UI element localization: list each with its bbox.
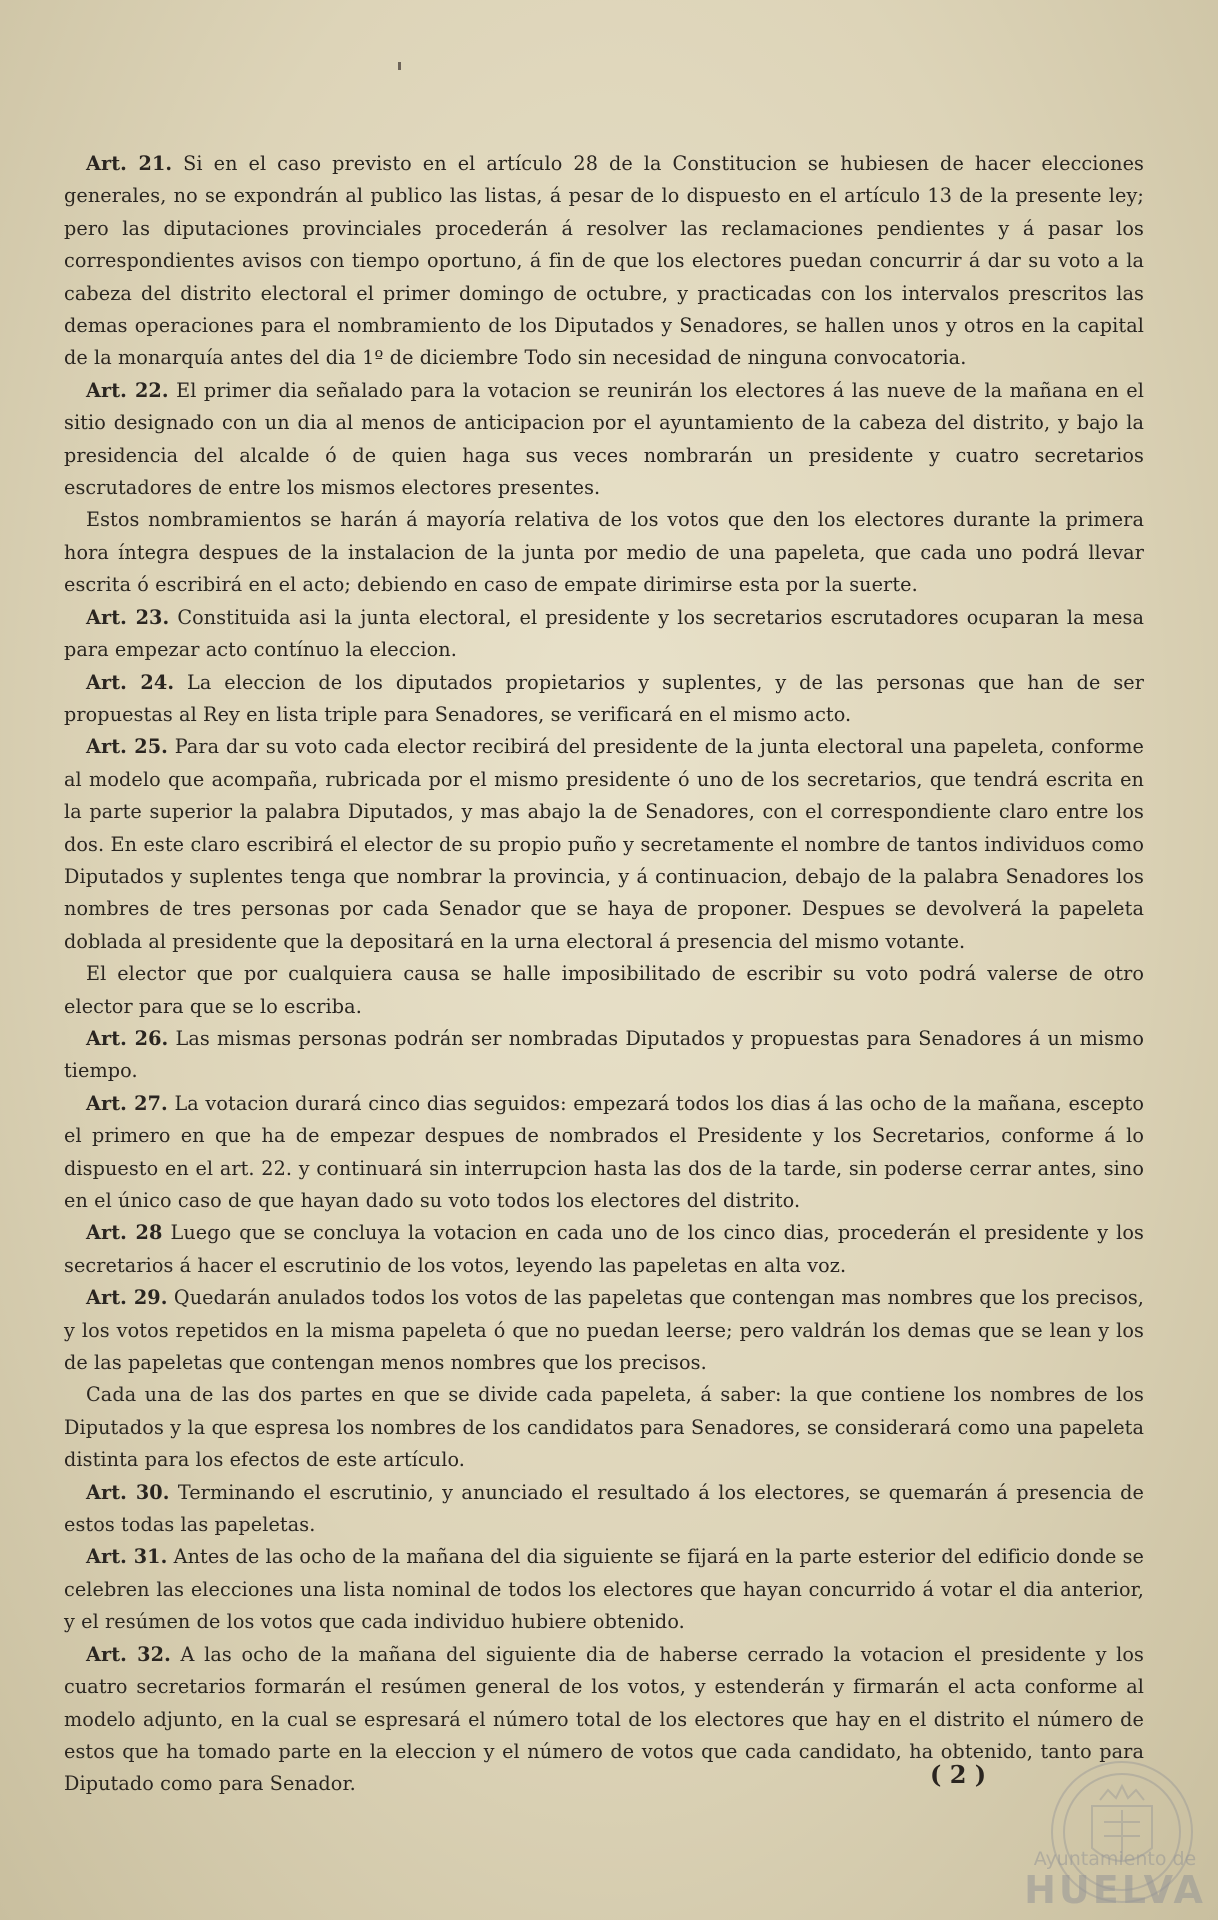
watermark-line-top: Ayuntamiento de	[1033, 1848, 1197, 1870]
article-label: Art. 31.	[86, 1545, 168, 1569]
paragraph-text: Si en el caso previsto en el artículo 28 de la Constitucion se hubiesen de hacer elecciones generales, no se expondrán al publico las listas, á pesar de lo dispuesto en el artículo 13 de la presente ley; pero las diputaciones provinciales procederán á resolver las reclamaciones pendientes y á pasar los correspondientes avisos con tiempo oportuno, á fin de que los electores puedan concurrir á dar su voto a la cabeza del distrito electoral el primer domingo de octubre, y practicadas con los intervalos prescritos las demas operaciones para el nombramiento de los Diputados y Senadores, se hallen unos y otros en la capital de la monarquía antes del dia 1º de diciembre Todo sin necesidad de ninguna convocatoria.	[64, 152, 1145, 370]
paragraph-text: La votacion durará cinco dias seguidos: empezará todos los dias á las ocho de la mañana, escepto el primero en que ha de empezar despues de nombrados el Presidente y los Secretarios, conforme á lo dispuesto en el art. 22. y continuará sin interrupcion hasta las dos de la tarde, sin poderse cerrar antes, sino en el único caso de que hayan dado su voto todos los electores del distrito.	[64, 1091, 1145, 1212]
watermark-line-bottom: HUELVA	[1024, 1868, 1206, 1912]
paragraph-text: A las ocho de la mañana del siguiente dia de haberse cerrado la votacion el presidente y los cuatro secretarios formarán el resúmen general de los votos, y estenderán y firmarán el acta conforme al modelo adjunto, en la cual se espresará el número total de los electores que hay en el distrito el número de estos que ha tomado parte en la eleccion y el número de votos que cada candidato, ha obtenido, tanto para Diputado como para Senador.	[64, 1642, 1144, 1796]
article-label: Art. 24.	[86, 670, 175, 694]
article-label: Art. 30.	[86, 1480, 170, 1504]
paragraph	[64, 375, 1144, 505]
paragraph-text: El elector que por cualquiera causa se halle imposibilitado de escribir su voto podrá valerse de otro elector para que se lo escriba.	[64, 962, 1144, 1018]
article-label: Art. 26.	[86, 1026, 169, 1050]
paragraph	[64, 1088, 1144, 1218]
article-label: Art. 27.	[86, 1091, 168, 1115]
paragraph	[64, 148, 1144, 375]
article-label: Art. 22.	[86, 378, 169, 402]
article-label: Art. 32.	[86, 1642, 171, 1666]
paragraph	[64, 1477, 1144, 1542]
paragraph	[64, 667, 1144, 732]
paragraph-text: Antes de las ocho de la mañana del dia siguiente se fijará en la parte esterior del edificio donde se celebren las elecciones una lista nominal de todos los electores que hayan concurrido á votar el dia anterior, y el resúmen de los votos que cada individuo hubiere obtenido.	[64, 1545, 1145, 1634]
article-label: Art. 29.	[86, 1286, 168, 1310]
paragraph	[64, 731, 1144, 958]
paragraph	[64, 1023, 1144, 1088]
paragraph-text: El primer dia señalado para la votacion se reunirán los electores á las nueve de la mañana en el sitio designado con un dia al menos de anticipacion por el ayuntamiento de la cabeza del distrito, y bajo la presidencia del alcalde ó de quien haga sus veces nombrarán un presidente y cuatro secretarios escrutadores de entre los mismos electores presentes.	[64, 378, 1145, 500]
paragraph-text: La eleccion de los diputados propietarios y suplentes, y de las personas que han de ser propuestas al Rey en lista triple para Senadores, se verificará en el mismo acto.	[64, 670, 1144, 726]
article-label: Art. 28	[86, 1221, 163, 1245]
paragraph	[64, 602, 1144, 667]
paragraph-text: Para dar su voto cada elector recibirá del presidente de la junta electoral una papeleta, conforme al modelo que acompaña, rubricada por el mismo presidente ó uno de los secretarios, que tendrá escrita en la parte superior la palabra Diputados, y mas abajo la de Senadores, con el correspondiente claro entre los dos. En este claro escribirá el elector de su propio puño y secretamente el nombre de tantos individuos como Diputados y suplentes tenga que nombrar la provincia, y á continuacion, debajo de la palabra Senadores los nombres de tres personas por cada Senador que se haya de proponer. Despues se devolverá la papeleta doblada al presidente que la depositará en la urna electoral á presencia del mismo votante.	[64, 735, 1144, 953]
paragraph	[64, 504, 1144, 601]
watermark	[1020, 1848, 1210, 1910]
paragraph-text: Las mismas personas podrán ser nombradas Diputados y propuestas para Senadores á un mismo tiempo.	[64, 1026, 1145, 1083]
paragraph	[64, 1541, 1144, 1638]
page-number: ( 2 )	[930, 1760, 987, 1789]
paragraph-text: Luego que se concluya la votacion en cada uno de los cinco dias, procederán el presidente y los secretarios á hacer el escrutinio de los votos, leyendo las papeletas en alta voz.	[64, 1221, 1145, 1277]
ink-mark	[398, 62, 401, 70]
paragraph	[64, 1379, 1144, 1476]
paragraph-text: Quedarán anulados todos los votos de las papeletas que contengan mas nombres que los precisos, y los votos repetidos en la misma papeleta ó que no puedan leerse; pero valdrán los demas que se lean y los de las papeletas que contengan menos nombres que los precisos.	[64, 1286, 1144, 1375]
article-label: Art. 25.	[86, 735, 168, 759]
article-label: Art. 23.	[86, 605, 170, 629]
paragraph-text: Cada una de las dos partes en que se divide cada papeleta, á saber: la que contiene los nombres de los Diputados y la que espresa los nombres de los candidatos para Senadores, se considerará como una papeleta distinta para los efectos de este artículo.	[64, 1383, 1144, 1472]
paragraph	[64, 958, 1144, 1023]
paragraph	[64, 1217, 1144, 1282]
paragraph	[64, 1282, 1144, 1379]
document-body	[64, 148, 1144, 1801]
paragraph-text: Terminando el escrutinio, y anunciado el resultado á los electores, se quemarán á presencia de estos todas las papeletas.	[64, 1480, 1144, 1537]
paragraph-text: Estos nombramientos se harán á mayoría relativa de los votos que den los electores durante la primera hora íntegra despues de la instalacion de la junta por medio de una papeleta, que cada uno podrá llevar escrita ó escribirá en el acto; debiendo en caso de empate dirimirse esta por la suerte.	[64, 508, 1144, 597]
article-label: Art. 21.	[86, 152, 173, 175]
paragraph-text: Constituida asi la junta electoral, el presidente y los secretarios escrutadores ocuparan la mesa para empezar acto contínuo la eleccion.	[64, 605, 1145, 662]
